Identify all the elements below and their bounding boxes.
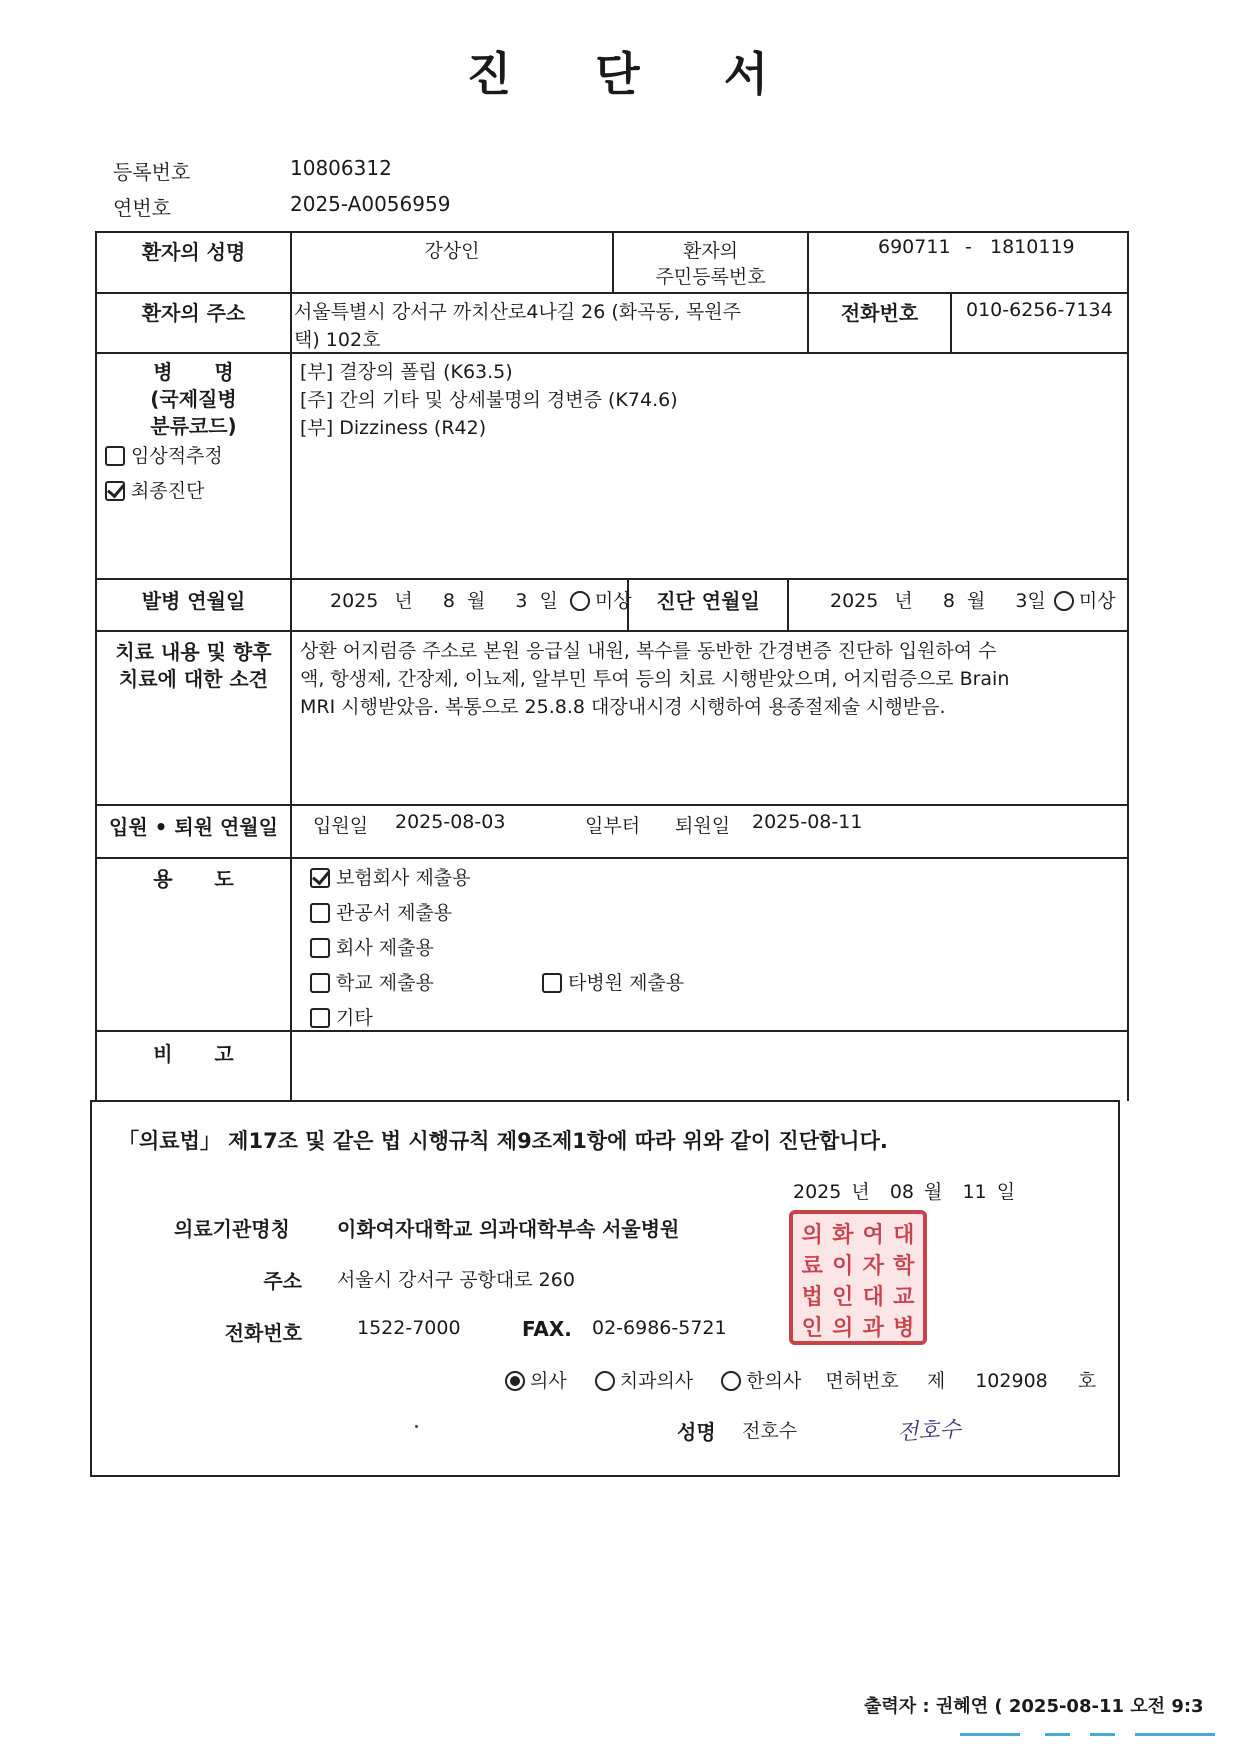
clinical-estimate-label: 임상적추정 [131,445,223,467]
clinical-estimate-checkbox[interactable] [105,446,125,466]
purpose-school-option[interactable] [310,968,434,995]
rrn-label-2: 주민등록번호 [655,266,766,288]
diag-day-unit: 일 [1027,590,1046,612]
purpose-company-checkbox[interactable] [310,938,330,958]
seal-glyph: 인 [832,1284,854,1310]
purpose-company-option[interactable] [310,933,434,960]
license-prefix: 제 [926,1370,946,1392]
doctor-name: 전호수 [742,1420,798,1442]
document-title: 진 단 서 [466,47,803,101]
doctor-signature: 전호수 [896,1417,962,1446]
seal-glyph: 학 [893,1253,915,1279]
rrn-back: 1810119 [990,236,1075,258]
purpose-public-option[interactable] [310,898,452,925]
discharge-date: 2025-08-11 [752,811,863,833]
admission-from: 일부터 [585,815,641,837]
diag-month: 8 [942,590,955,612]
seal-glyph: 인 [801,1315,823,1341]
onset-day-unit: 일 [539,590,558,612]
address-line2: 택) 102호 [294,329,381,351]
diag-date-label: 진단 연월일 [656,589,760,613]
diag-date [830,586,1116,613]
diagnosis-item: [주] 간의 기타 및 상세불명의 경변증 (K74.6) [300,389,678,411]
seal-glyph: 과 [862,1315,884,1341]
diagnosis-label-2: (국제질병 [150,387,237,411]
serial-number-value: 2025-A0056959 [290,192,451,216]
diag-day: 3 [1015,590,1028,612]
seal-glyph: 병 [893,1315,915,1341]
purpose-school-label: 학교 제출용 [336,972,434,994]
license-number: 102908 [975,1370,1048,1392]
issue-month-unit: 월 [924,1181,943,1203]
issue-month: 08 [889,1181,914,1203]
issue-year-unit: 년 [851,1181,870,1203]
patient-name-label: 환자의 성명 [141,240,246,264]
diagnosis-item: [부] Dizziness (R42) [300,417,487,439]
purpose-insurance-checkbox[interactable] [310,868,330,888]
treatment-line-2: 액, 항생제, 간장제, 이뇨제, 알부민 투여 등의 치료 시행받았으며, 어지럼증으로 Brain [300,668,1010,690]
seal-glyph: 여 [862,1222,884,1248]
seal-glyph: 료 [801,1253,823,1279]
purpose-company-label: 회사 제출용 [336,937,434,959]
license-label: 면허번호 [825,1370,899,1392]
diag-month-unit: 월 [966,590,986,612]
treatment-label-1: 치료 내용 및 향후 [115,640,272,664]
issue-date [793,1177,1015,1204]
purpose-insurance-option[interactable] [310,863,471,890]
onset-unknown-radio[interactable] [570,591,590,611]
doctor-name-label: 성명 [677,1420,716,1444]
rrn-front: 690711 [878,236,951,258]
purpose-public-label: 관공서 제출용 [336,902,453,924]
print-info [864,1692,1204,1718]
institution-phone-label: 전화번호 [224,1321,302,1345]
onset-date-label: 발병 연월일 [141,589,246,613]
onset-year: 2025 [330,590,379,612]
clinical-estimate-option[interactable] [105,441,223,468]
treatment-line-3: MRI 시행받았음. 복통으로 25.8.8 대장내시경 시행하여 용종절제술 시행받음. [300,696,946,718]
final-diagnosis-option[interactable] [105,476,204,503]
rrn-dash: - [965,236,972,258]
purpose-other-option[interactable] [310,1003,373,1030]
onset-date [330,586,632,613]
purpose-other-hospital-option[interactable] [542,968,684,995]
seal-glyph: 교 [893,1284,915,1310]
onset-unknown-label: 미상 [594,590,632,612]
phone-label: 전화번호 [840,301,919,325]
institution-name: 이화여자대학교 의과대학부속 서울병원 [337,1217,680,1241]
institution-name-label: 의료기관명칭 [174,1217,290,1241]
issue-day-unit: 일 [996,1181,1016,1203]
seal-glyph: 이 [832,1253,854,1279]
purpose-insurance-label: 보험회사 제출용 [336,867,471,889]
purpose-other-label: 기타 [336,1007,373,1029]
onset-year-unit: 년 [394,590,413,612]
treatment-line-1: 상환 어지럼증 주소로 본원 응급실 내원, 복수를 동반한 간경변증 진단하 입원하여 수 [300,640,997,662]
institution-fax-label: FAX. [522,1317,572,1341]
diag-unknown-label: 미상 [1078,590,1116,612]
seal-glyph: 의 [832,1315,854,1341]
diag-year-unit: 년 [894,590,913,612]
purpose-other-checkbox[interactable] [310,1008,330,1028]
admission-in-date: 2025-08-03 [395,811,506,833]
footer-accent-line [1135,1733,1215,1736]
footer-accent-line [1045,1733,1070,1736]
purpose-public-checkbox[interactable] [310,903,330,923]
admission-in-label: 입원일 [313,815,369,837]
institution-fax: 02-6986-5721 [592,1317,727,1339]
onset-day: 3 [515,590,528,612]
diag-unknown-radio[interactable] [1054,591,1074,611]
seal-glyph: 법 [801,1284,823,1310]
purpose-school-checkbox[interactable] [310,973,330,993]
remarks-label: 비 고 [153,1042,234,1066]
phone-value: 010-6256-7134 [966,299,1113,321]
address-line1: 서울특별시 강서구 까치산로4나길 26 (화곡동, 목원주 [294,301,741,323]
seal-glyph: 의 [801,1222,823,1248]
license-suffix: 호 [1077,1370,1097,1392]
address-label: 환자의 주소 [141,301,246,325]
printer-label: 출력자 : [864,1696,930,1717]
issue-day: 11 [962,1181,987,1203]
seal-glyph: 자 [862,1253,884,1279]
institution-phone: 1522-7000 [357,1317,461,1339]
hospital-seal [789,1210,927,1345]
patient-name: 강상인 [424,240,480,262]
purpose-label: 용 도 [153,867,234,891]
reg-number-value: 10806312 [290,156,392,180]
printed-at: ( 2025-08-11 오전 9:3 [994,1696,1204,1717]
diagnosis-label-3: 분류코드) [150,414,237,438]
discharge-label: 퇴원일 [675,815,731,837]
footer-accent-line [960,1733,1020,1736]
dentist-radio[interactable] [595,1371,615,1391]
admission-label: 입원 • 퇴원 연월일 [109,815,278,839]
onset-month-unit: 월 [466,590,486,612]
onset-month: 8 [442,590,455,612]
diag-year: 2025 [830,590,879,612]
serial-number-label: 연번호 [113,196,171,220]
doctor-label: 의사 [530,1370,567,1392]
purpose-other-hospital-label: 타병원 제출용 [568,972,685,994]
issue-year: 2025 [793,1181,842,1203]
purpose-other-hospital-checkbox[interactable] [542,973,562,993]
practitioner-type [505,1366,1096,1393]
institution-address: 서울시 강서구 공항대로 260 [337,1269,575,1291]
footer-accent-line [1090,1733,1115,1736]
diagnosis-item: [부] 결장의 폴립 (K63.5) [300,361,513,383]
treatment-label-2: 치료에 대한 소견 [118,667,269,691]
oriental-doctor-radio[interactable] [721,1371,741,1391]
institution-address-label: 주소 [263,1269,302,1293]
seal-glyph: 대 [893,1222,915,1248]
final-diagnosis-checkbox[interactable] [105,481,125,501]
legal-statement: 「의료법」 제17조 및 같은 법 시행규칙 제9조제1항에 따라 위와 같이 진단합니다. [118,1129,888,1153]
diagnosis-label-1: 병 명 [153,360,234,384]
doctor-radio[interactable] [505,1371,525,1391]
rrn-label-1: 환자의 [682,240,739,262]
seal-glyph: 화 [832,1222,854,1248]
seal-glyph: 대 [862,1284,884,1310]
printer-name: 권혜연 [935,1696,989,1717]
oriental-doctor-label: 한의사 [746,1370,802,1392]
dentist-label: 치과의사 [619,1370,694,1392]
reg-number-label: 등록번호 [113,160,191,184]
ink-dot [415,1425,418,1428]
final-diagnosis-label: 최종진단 [131,480,205,502]
